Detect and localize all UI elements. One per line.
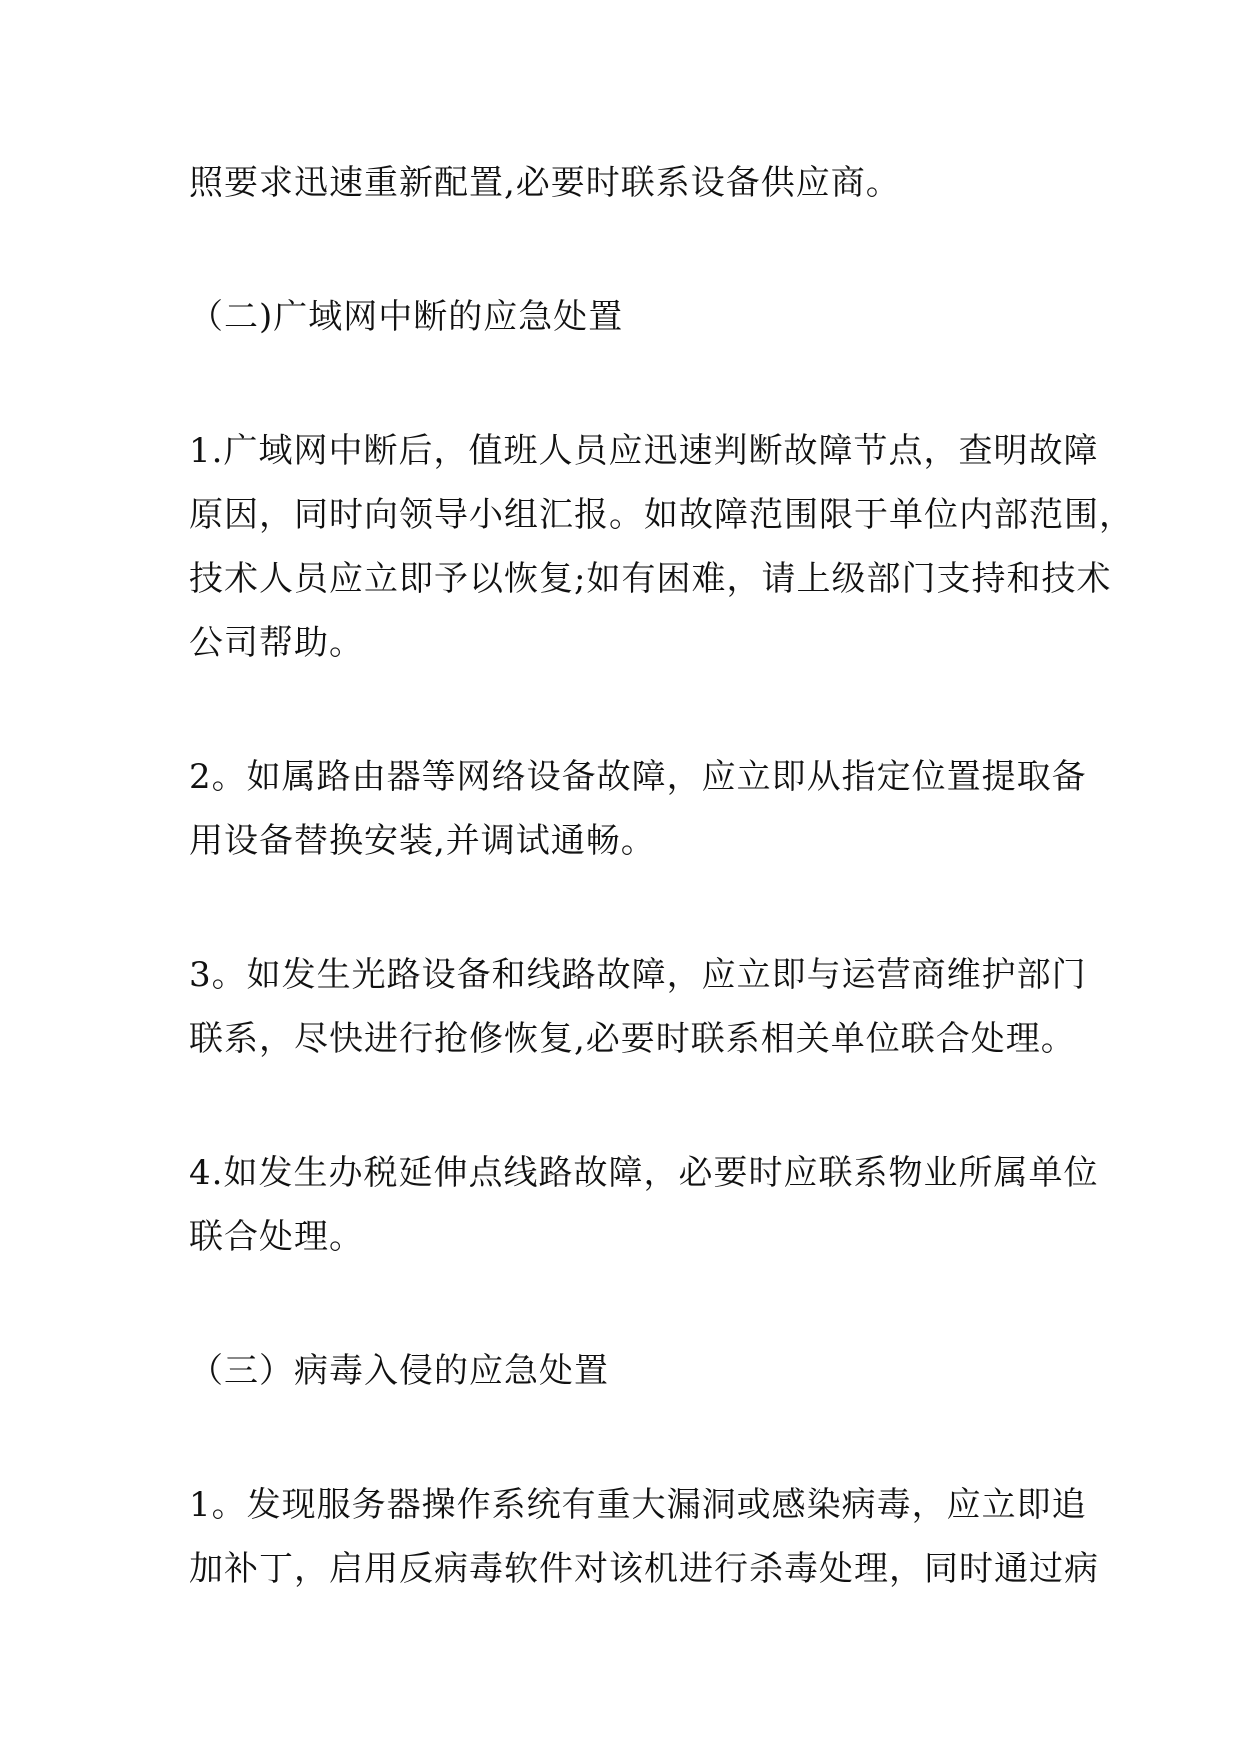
text-line-7: 2。如属路由器等网络设备故障，应立即从指定位置提取备 <box>189 757 1087 797</box>
text-line-5: 技术人员应立即予以恢复;如有困难，请上级部门支持和技术 <box>189 559 1112 599</box>
text-line-1: 照要求迅速重新配置,必要时联系设备供应商。 <box>189 163 901 203</box>
text-line-10: 联系，尽快进行抢修恢复,必要时联系相关单位联合处理。 <box>189 1019 1076 1059</box>
text-line-6: 公司帮助。 <box>189 623 364 663</box>
text-line-14: 1。发现服务器操作系统有重大漏洞或感染病毒，应立即追 <box>189 1485 1087 1525</box>
text-line-3: 1.广域网中断后，值班人员应迅速判断故障节点，查明故障 <box>189 431 1099 471</box>
text-line-4: 原因，同时向领导小组汇报。如故障范围限于单位内部范围， <box>189 495 1134 535</box>
text-line-12: 联合处理。 <box>189 1217 364 1257</box>
text-line-9: 3。如发生光路设备和线路故障，应立即与运营商维护部门 <box>189 955 1087 995</box>
text-line-11: 4.如发生办税延伸点线路故障，必要时应联系物业所属单位 <box>189 1153 1099 1193</box>
text-line-8: 用设备替换安装,并调试通畅。 <box>189 821 656 861</box>
text-line-15: 加补丁，启用反病毒软件对该机进行杀毒处理，同时通过病 <box>189 1549 1099 1589</box>
section-heading-3: （三）病毒入侵的应急处置 <box>189 1351 609 1391</box>
section-heading-2: （二)广域网中断的应急处置 <box>189 297 624 337</box>
